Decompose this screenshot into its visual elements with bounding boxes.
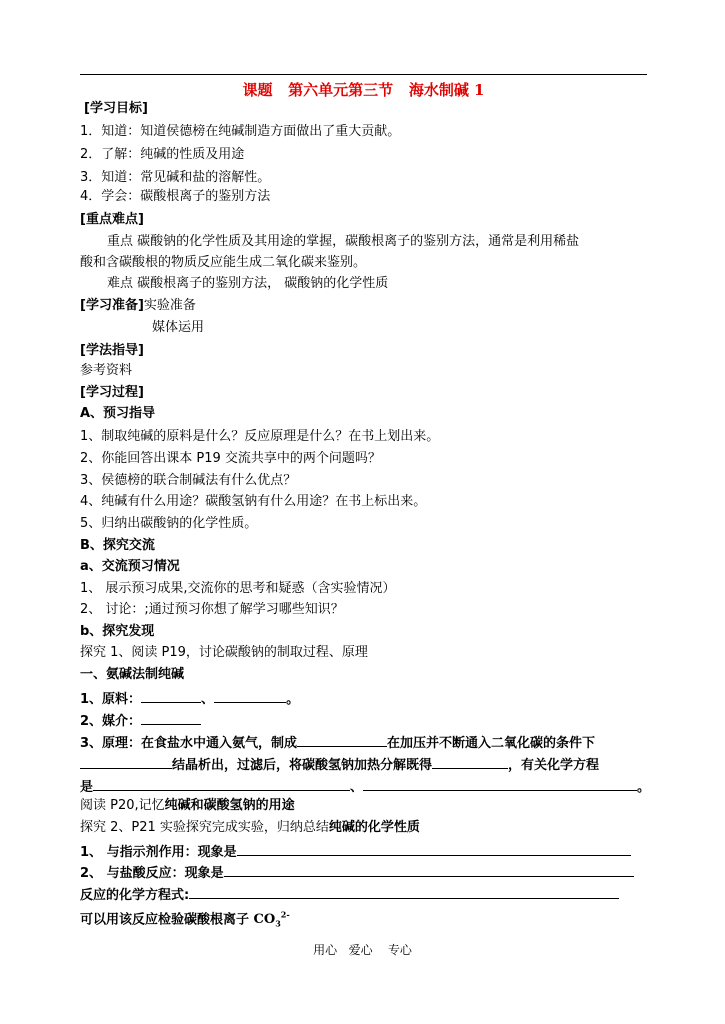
preview-item: 1、制取纯碱的原料是什么？反应原理是什么？在书上划出来。 (80, 429, 440, 444)
exchange-item: 2、 讨论：;通过预习你想了解学习哪些知识？ (80, 602, 344, 617)
explore-2-row (80, 819, 420, 837)
hcl-label: 2、 与盐酸反应：现象是 (80, 866, 224, 881)
preparation-row (80, 297, 196, 315)
exchange-item: 1、 展示预习成果,交流你的思考和疑惑（含实验情况） (80, 581, 396, 596)
indicator-row (80, 841, 631, 862)
co3-text: 可以用该反应检验碳酸根离子 (80, 912, 254, 928)
preparation-heading: [学习准备] (80, 298, 144, 313)
objective-item: 3．知道：常见碱和盐的溶解性。 (80, 170, 271, 185)
preparation-item: 媒体运用 (152, 320, 205, 335)
sub-b-heading: b、探究发现 (80, 624, 155, 639)
objective-item: 4．学会：碳酸根离子的鉴别方法 (80, 189, 271, 204)
hcl-blank[interactable] (224, 862, 634, 877)
page-footer: 用心 爱心 专心 (313, 943, 412, 957)
raw-material-blank[interactable] (141, 688, 201, 703)
equation-label: 反应的化学方程式: (80, 888, 190, 903)
principle-blank[interactable] (432, 754, 508, 769)
explore-2-emphasis: 纯碱的化学性质 (328, 820, 420, 835)
principle-row-1 (80, 732, 595, 753)
equation-blank[interactable] (189, 884, 619, 899)
catalyst-label: 2、媒介： (80, 714, 142, 729)
objective-item: 2．了解：纯碱的性质及用途 (80, 147, 245, 162)
principle-text: 3、原理：在食盐水中通入氨气，制成 (80, 736, 298, 751)
objective-item: 1．知道：知道侯德榜在纯碱制造方面做出了重大贡献。 (80, 124, 401, 139)
read-p20-text: 阅读 P20,记忆 (80, 798, 165, 813)
preparation-item: 实验准备 (143, 298, 196, 313)
indicator-blank[interactable] (237, 841, 631, 856)
ammonia-heading: 一、氨碱法制纯碱 (80, 667, 185, 682)
explore-2-text: 探究 2、P21 实验探究完成实验，归纳总结 (80, 820, 329, 835)
indicator-label: 1、 与指示剂作用：现象是 (80, 845, 237, 860)
principle-row-3 (80, 776, 650, 797)
section-b-heading: B、探究交流 (80, 538, 155, 553)
sub-a-heading: a、交流预习情况 (80, 559, 180, 574)
preview-item: 4、纯碱有什么用途？碳酸氢钠有什么用途？在书上标出来。 (80, 494, 427, 509)
key-points-heading: [重点难点] (80, 212, 144, 227)
read-p20-emphasis: 纯碱和碳酸氢钠的用途 (164, 798, 295, 813)
key-point-text: 重点 碳酸钠的化学性质及其用途的掌握，碳酸根离子的鉴别方法，通常是利用稀盐 (107, 234, 580, 249)
principle-text: 在加压并不断通入二氧化碳的条件下 (387, 736, 596, 751)
read-p20-row (80, 797, 295, 815)
principle-blank[interactable] (80, 754, 172, 769)
header-rule (80, 74, 647, 75)
key-point-text: 酸和含碳酸根的物质反应能生成二氧化碳来鉴别。 (80, 255, 367, 270)
catalyst-row (80, 710, 201, 731)
process-heading: [学习过程] (80, 385, 144, 400)
explore-1-text: 探究 1、阅读 P19，讨论碳酸钠的制取过程、原理 (80, 645, 368, 660)
section-a-heading: A、预习指导 (80, 406, 156, 421)
co3-row (80, 906, 290, 933)
principle-row-2 (80, 754, 599, 775)
raw-materials-label: 1、原料： (80, 692, 142, 707)
equation-blank[interactable] (363, 776, 637, 791)
method-heading: [学法指导] (80, 343, 144, 358)
separator: 、 (201, 692, 215, 707)
principle-text: ，有关化学方程 (508, 758, 600, 773)
preview-item: 5、归纳出碳酸钠的化学性质。 (80, 516, 258, 531)
principle-text: 结晶析出，过滤后，将碳酸氢钠加热分解既得 (172, 758, 433, 773)
principle-blank[interactable] (297, 732, 387, 747)
equation-row (80, 884, 619, 905)
raw-materials-row (80, 688, 299, 709)
difficult-point-text: 难点 碳酸根离子的鉴别方法， 碳酸钠的化学性质 (107, 276, 389, 291)
catalyst-blank[interactable] (141, 710, 201, 725)
co3-formula: $CO_3^{2-}$ (253, 910, 290, 929)
preview-item: 3、侯德榜的联合制碱法有什么优点？ (80, 473, 297, 488)
equation-blank[interactable] (93, 776, 350, 791)
principle-text: 是 (80, 780, 94, 795)
period: 。 (637, 780, 651, 795)
objectives-heading: [学习目标] (84, 101, 148, 116)
method-text: 参考资料 (80, 363, 133, 378)
page-title: 课题 第六单元第三节 海水制碱 1 (242, 81, 485, 99)
hcl-row (80, 862, 634, 883)
period: 。 (286, 692, 300, 707)
preview-item: 2、你能回答出课本 P19 交流共享中的两个问题吗？ (80, 451, 381, 466)
separator: 、 (350, 780, 364, 795)
raw-material-blank[interactable] (214, 688, 286, 703)
